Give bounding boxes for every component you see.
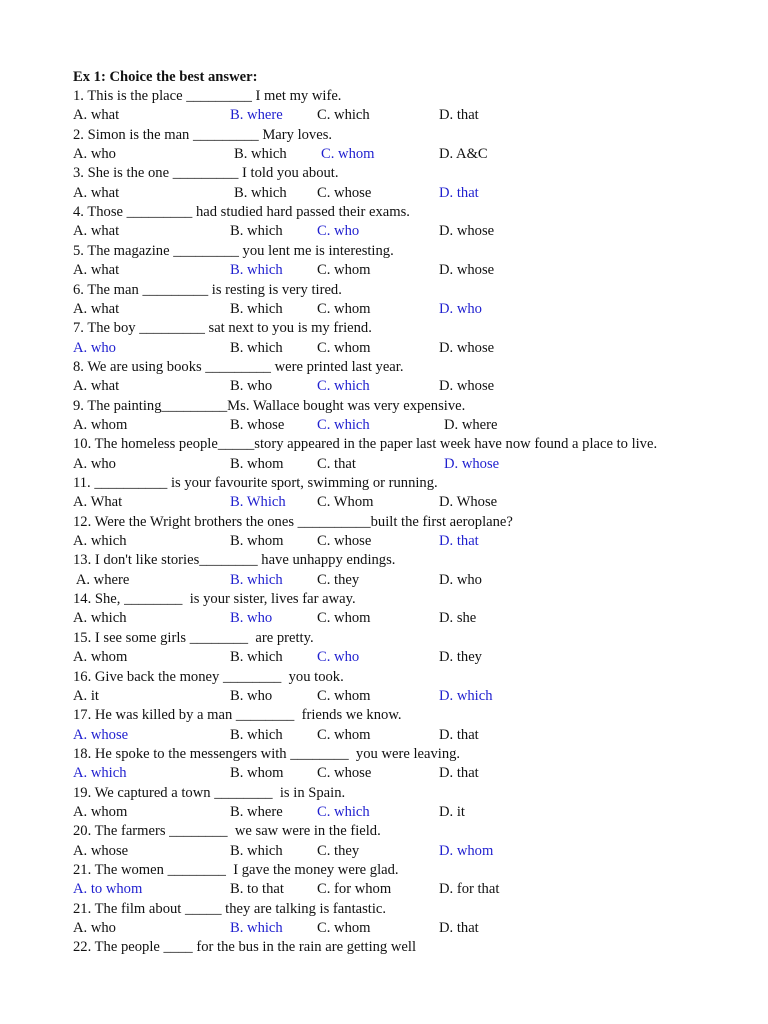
question-text: 10. The homeless people_____story appeared in the paper last week have now found a place to live.: [73, 436, 658, 453]
exercise-heading: Ex 1: Choice the best answer:: [73, 69, 258, 85]
answer-option: B. which: [230, 649, 283, 666]
question-text: 4. Those _________ had studied hard passed their exams.: [73, 204, 410, 221]
answer-option: C. they: [317, 571, 360, 588]
answer-option: A. what: [73, 300, 120, 317]
answer-option-correct: D. that: [439, 184, 479, 201]
answer-option-correct: D. that: [439, 533, 479, 550]
answer-option: A. who: [73, 455, 116, 472]
answer-option: C. whom: [317, 687, 371, 704]
answer-option-correct: C. who: [317, 223, 360, 240]
question-text: 18. He spoke to the messengers with ________ you were leaving.: [73, 745, 461, 762]
answer-option-correct: C. which: [317, 416, 370, 433]
answer-option: A. what: [73, 378, 120, 395]
question-text: 12. Were the Wright brothers the ones __________built the first aeroplane?: [73, 513, 513, 530]
answer-option: C. whose: [317, 184, 372, 201]
answer-option-correct: B. which: [230, 920, 283, 937]
answer-option: D. that: [439, 920, 479, 937]
answer-option-correct: B. which: [230, 262, 283, 279]
answer-option: B. whose: [230, 416, 285, 433]
answer-option: C. whose: [317, 533, 372, 550]
answer-option: D. whose: [439, 262, 495, 279]
answer-option: D. that: [439, 765, 479, 782]
answer-option: D. that: [439, 107, 479, 124]
question-text: 9. The painting_________Ms. Wallace bought was very expensive.: [73, 397, 466, 414]
answer-option: B. where: [230, 803, 283, 820]
answer-option-correct: C. who: [317, 649, 360, 666]
question-text: 19. We captured a town ________ is in Spain.: [73, 784, 346, 801]
answer-option-correct: C. which: [317, 803, 370, 820]
answer-option-correct: D. who: [439, 300, 482, 317]
question-text: 14. She, ________ is your sister, lives far away.: [73, 591, 356, 608]
answer-option: C. they: [317, 842, 360, 859]
answer-option-correct: A. who: [73, 339, 116, 356]
answer-option: B. whom: [230, 455, 284, 472]
answer-option: B. whom: [230, 765, 284, 782]
question-text: 16. Give back the money ________ you took.: [73, 668, 344, 685]
answer-option: A. which: [73, 610, 127, 627]
answer-option-correct: B. which: [230, 571, 283, 588]
answer-option: B. who: [230, 687, 273, 704]
answer-option: D. who: [439, 571, 482, 588]
question-text: 1. This is the place _________ I met my wife.: [73, 88, 342, 104]
answer-option-correct: A. to whom: [73, 881, 143, 898]
answer-option-correct: D. whom: [439, 842, 494, 859]
answer-option: B. which: [234, 184, 287, 201]
answer-option: A. what: [73, 223, 120, 240]
question-text: 3. She is the one _________ I told you about.: [73, 165, 339, 182]
answer-option: B. who: [230, 378, 273, 395]
answer-option: C. whom: [317, 610, 371, 627]
question-text: 13. I don't like stories________ have unhappy endings.: [73, 552, 396, 569]
question-text: 21. The film about _____ they are talking is fantastic.: [73, 900, 387, 917]
answer-option-correct: C. which: [317, 378, 370, 395]
answer-option: A. who: [73, 146, 116, 163]
answer-option: C. whom: [317, 920, 371, 937]
answer-option: D. whose: [439, 378, 495, 395]
answer-option: B. to that: [230, 881, 284, 898]
answer-option: D. they: [439, 649, 482, 666]
answer-option: C. whose: [317, 765, 372, 782]
question-text: 15. I see some girls ________ are pretty.: [73, 629, 314, 646]
answer-option: B. which: [230, 300, 283, 317]
answer-option-correct: B. who: [230, 610, 273, 627]
question-text: 2. Simon is the man _________ Mary loves.: [73, 126, 333, 143]
answer-option: A. where: [73, 571, 130, 588]
answer-option: C. whom: [317, 300, 371, 317]
question-text: 6. The man _________ is resting is very tired.: [73, 281, 342, 298]
answer-option: A. What: [73, 494, 123, 511]
answer-option: D. A&C: [439, 146, 488, 163]
answer-option: C. which: [317, 107, 370, 124]
answer-option-correct: D. whose: [444, 455, 500, 472]
answer-option: A. which: [73, 533, 127, 550]
answer-option: B. which: [230, 339, 283, 356]
answer-option: A. what: [73, 107, 120, 124]
question-text: 22. The people ____ for the bus in the rain are getting well: [73, 939, 416, 956]
answer-option: C. whom: [317, 339, 371, 356]
answer-option: A. whom: [73, 649, 128, 666]
answer-option: D. whose: [439, 223, 495, 240]
answer-option-correct: C. whom: [321, 146, 375, 163]
answer-option: A. whom: [73, 416, 128, 433]
question-text: 11. __________ is your favourite sport, swimming or running.: [73, 475, 438, 491]
answer-option-correct: A. which: [73, 765, 127, 782]
question-text: 17. He was killed by a man ________ friends we know.: [73, 707, 402, 724]
question-text: 8. We are using books _________ were printed last year.: [73, 358, 404, 375]
question-text: 7. The boy _________ sat next to you is my friend.: [73, 320, 372, 337]
answer-option: A. what: [73, 184, 120, 201]
answer-option-correct: A. whose: [73, 726, 129, 743]
answer-option: A. it: [73, 687, 99, 704]
answer-option: B. which: [230, 842, 283, 859]
answer-option: B. whom: [230, 533, 284, 550]
answer-option: D. for that: [439, 881, 500, 898]
answer-option: D. it: [439, 803, 465, 820]
question-text: 5. The magazine _________ you lent me is interesting.: [73, 242, 394, 259]
question-text: 21. The women ________ I gave the money were glad.: [73, 862, 399, 878]
answer-option: C. that: [317, 455, 356, 472]
answer-option: B. which: [230, 223, 283, 240]
answer-option: D. where: [444, 416, 498, 433]
answer-option: C. whom: [317, 726, 371, 743]
answer-option-correct: B. where: [230, 107, 283, 124]
answer-option: B. which: [230, 726, 283, 743]
answer-option: D. whose: [439, 339, 495, 356]
answer-option: A. whose: [73, 842, 129, 859]
question-text: 20. The farmers ________ we saw were in the field.: [73, 823, 381, 840]
answer-option: D. that: [439, 726, 479, 743]
answer-option: A. whom: [73, 803, 128, 820]
answer-option: A. what: [73, 262, 120, 279]
answer-option: C. Whom: [317, 494, 374, 511]
answer-option: B. which: [234, 146, 287, 163]
answer-option-correct: D. which: [439, 687, 493, 704]
answer-option: D. Whose: [439, 494, 498, 511]
answer-option: C. for whom: [317, 881, 392, 898]
answer-option: A. who: [73, 920, 116, 937]
answer-option: C. whom: [317, 262, 371, 279]
answer-option: D. she: [439, 610, 477, 627]
answer-option-correct: B. Which: [230, 494, 286, 511]
